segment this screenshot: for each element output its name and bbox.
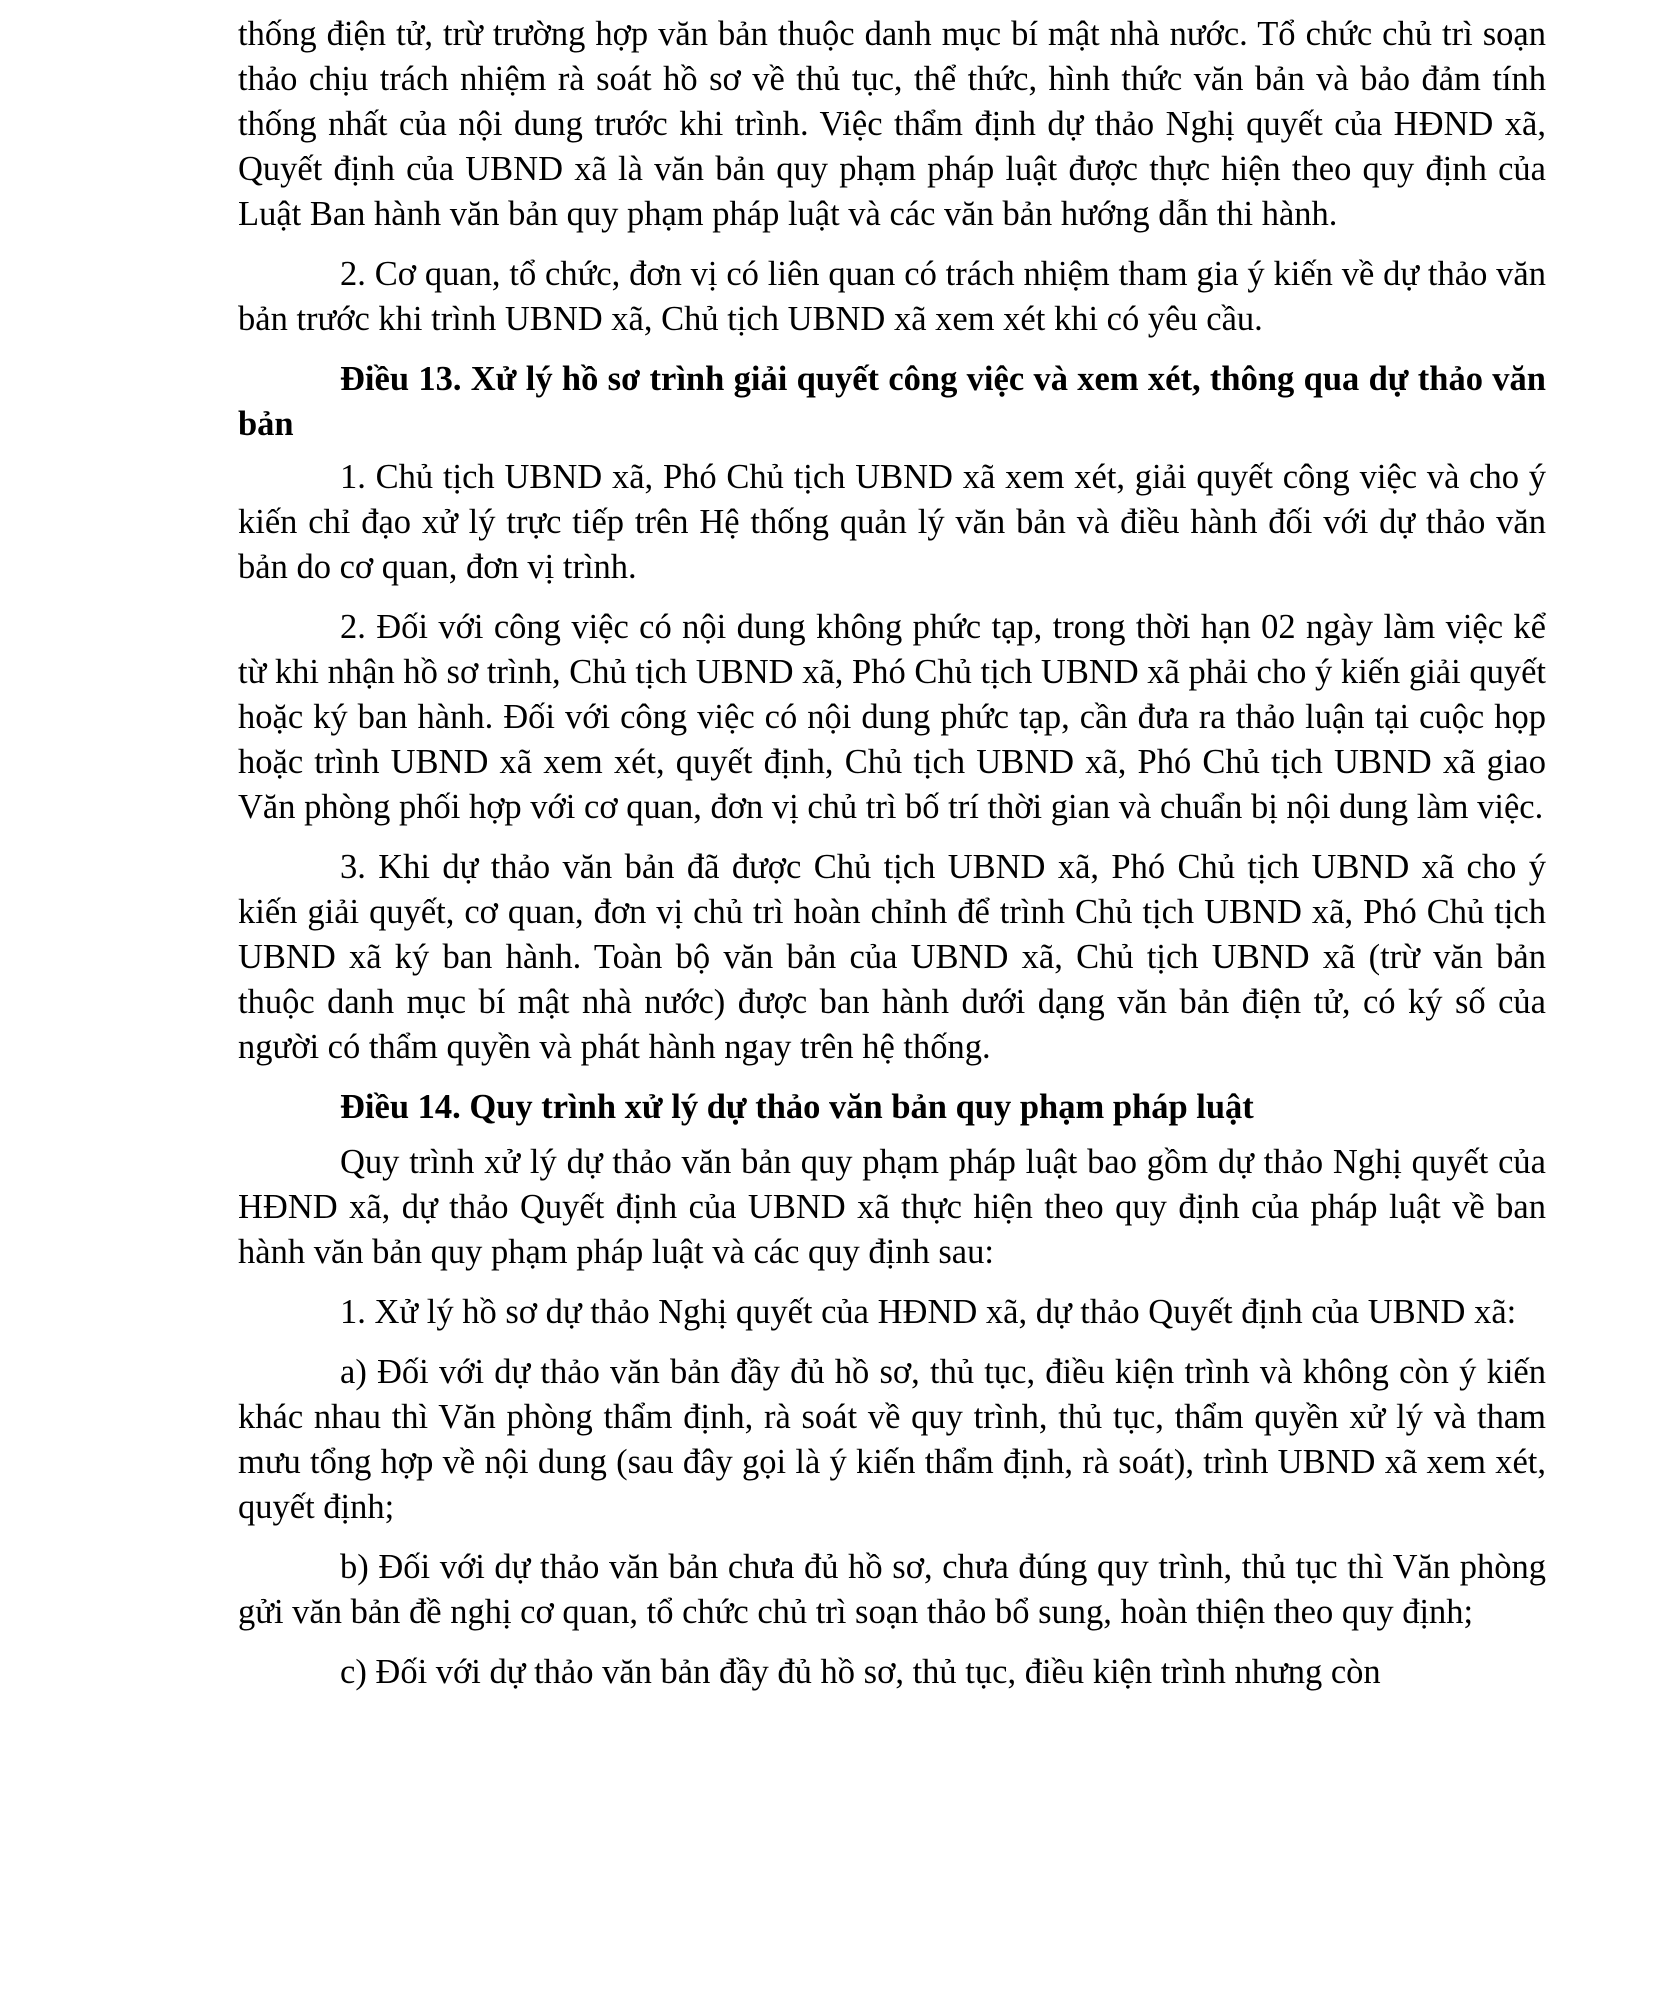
heading-article-13: Điều 13. Xử lý hồ sơ trình giải quyết công việc và xem xét, thông qua dự thảo văn bản: [238, 360, 1546, 443]
paragraph-article-14-clause-1: 1. Xử lý hồ sơ dự thảo Nghị quyết của HĐND xã, dự thảo Quyết định của UBND xã:: [340, 1293, 1517, 1331]
paragraph-continued-intro: thống điện tử, trừ trường hợp văn bản thuộc danh mục bí mật nhà nước. Tổ chức chủ trì soạn thảo chịu trách nhiệm rà soát hồ sơ về thủ tục, thể thức, hình thức văn bản và bảo đảm tính thống nhất của nội dung trước khi trình. Việc thẩm định dự thảo Nghị quyết của HĐND xã, Quyết định của UBND xã là văn bản quy phạm pháp luật được thực hiện theo quy định của Luật Ban hành văn bản quy phạm pháp luật và các văn bản hướng dẫn thi hành.: [238, 15, 1546, 233]
paragraph-article-14-point-a: a) Đối với dự thảo văn bản đầy đủ hồ sơ, thủ tục, điều kiện trình và không còn ý kiến khác nhau thì Văn phòng thẩm định, rà soát về quy trình, thủ tục, thẩm quyền xử lý và tham mưu tổng hợp về nội dung (sau đây gọi là ý kiến thẩm định, rà soát), trình UBND xã xem xét, quyết định;: [238, 1353, 1546, 1526]
document-page: [238, 12, 1546, 1695]
paragraph-article-14-point-c: c) Đối với dự thảo văn bản đầy đủ hồ sơ, thủ tục, điều kiện trình nhưng còn: [340, 1653, 1381, 1691]
paragraph-article-14-point-b: b) Đối với dự thảo văn bản chưa đủ hồ sơ, chưa đúng quy trình, thủ tục thì Văn phòng gửi văn bản đề nghị cơ quan, tổ chức chủ trì soạn thảo bổ sung, hoàn thiện theo quy định;: [238, 1548, 1546, 1631]
paragraph-article-14-intro: Quy trình xử lý dự thảo văn bản quy phạm pháp luật bao gồm dự thảo Nghị quyết của HĐND xã, dự thảo Quyết định của UBND xã thực hiện theo quy định của pháp luật về ban hành văn bản quy phạm pháp luật và các quy định sau:: [238, 1143, 1546, 1271]
paragraph-article-13-clause-3: 3. Khi dự thảo văn bản đã được Chủ tịch UBND xã, Phó Chủ tịch UBND xã cho ý kiến giải quyết, cơ quan, đơn vị chủ trì hoàn chỉnh để trình Chủ tịch UBND xã, Phó Chủ tịch UBND xã ký ban hành. Toàn bộ văn bản của UBND xã, Chủ tịch UBND xã (trừ văn bản thuộc danh mục bí mật nhà nước) được ban hành dưới dạng văn bản điện tử, có ký số của người có thẩm quyền và phát hành ngay trên hệ thống.: [238, 848, 1546, 1066]
paragraph-clause-2-comments: 2. Cơ quan, tổ chức, đơn vị có liên quan có trách nhiệm tham gia ý kiến về dự thảo văn bản trước khi trình UBND xã, Chủ tịch UBND xã xem xét khi có yêu cầu.: [238, 255, 1546, 338]
heading-article-14: Điều 14. Quy trình xử lý dự thảo văn bản quy phạm pháp luật: [340, 1088, 1254, 1126]
paragraph-article-13-clause-2: 2. Đối với công việc có nội dung không phức tạp, trong thời hạn 02 ngày làm việc kể từ khi nhận hồ sơ trình, Chủ tịch UBND xã, Phó Chủ tịch UBND xã phải cho ý kiến giải quyết hoặc ký ban hành. Đối với công việc có nội dung phức tạp, cần đưa ra thảo luận tại cuộc họp hoặc trình UBND xã xem xét, quyết định, Chủ tịch UBND xã, Phó Chủ tịch UBND xã giao Văn phòng phối hợp với cơ quan, đơn vị chủ trì bố trí thời gian và chuẩn bị nội dung làm việc.: [238, 608, 1546, 826]
paragraph-article-13-clause-1: 1. Chủ tịch UBND xã, Phó Chủ tịch UBND xã xem xét, giải quyết công việc và cho ý kiến chỉ đạo xử lý trực tiếp trên Hệ thống quản lý văn bản và điều hành đối với dự thảo văn bản do cơ quan, đơn vị trình.: [238, 458, 1546, 586]
